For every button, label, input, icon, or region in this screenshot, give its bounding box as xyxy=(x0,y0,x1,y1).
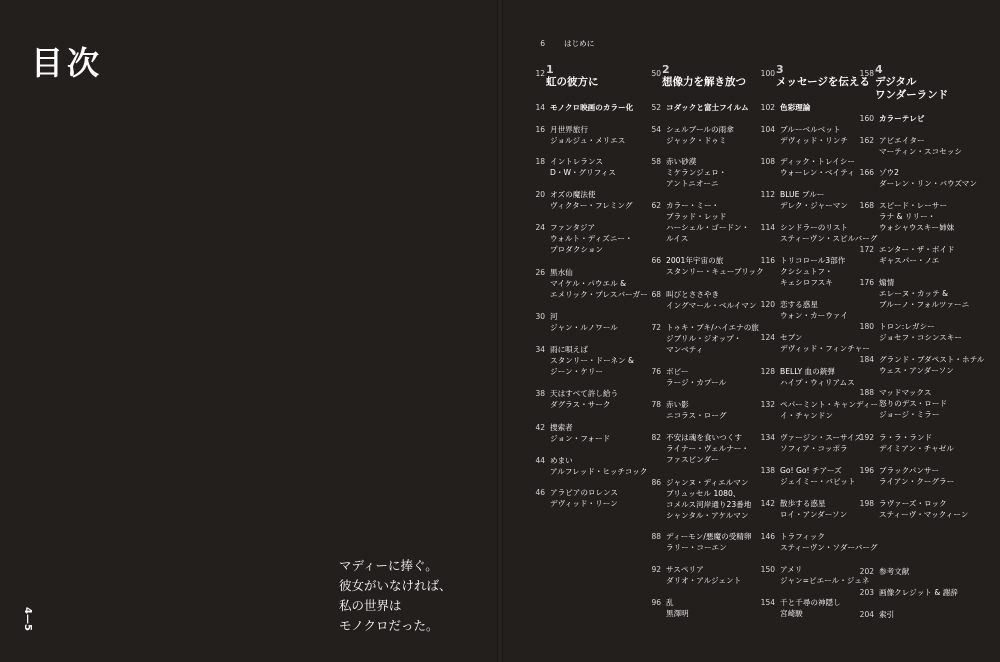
page-number: 24 xyxy=(535,223,545,232)
entry-line: ウェス・アンダーソン xyxy=(879,366,954,375)
page-number: 42 xyxy=(535,423,545,432)
entry-text xyxy=(550,455,647,477)
entry-line: キェシロフスキ xyxy=(780,278,833,287)
entry-line: ジブリル・ジオップ・ xyxy=(666,334,742,343)
entry-text xyxy=(666,399,727,421)
page-number: 128 xyxy=(760,367,775,376)
entry-line: ラリー・コーエン xyxy=(666,543,727,552)
entry-line: ヴィクター・フレミング xyxy=(550,201,633,210)
entry-line: ジーン・ケリー xyxy=(550,367,604,376)
entry-line: ブルーベルベット xyxy=(780,125,841,134)
entry-text xyxy=(879,587,958,598)
entry-line: ヴァージン・スーサイズ xyxy=(780,433,863,442)
entry-line: 恋する惑星 xyxy=(780,300,818,309)
page-number: 66 xyxy=(651,256,661,265)
entry-text xyxy=(550,344,634,377)
page-number: 162 xyxy=(859,136,874,145)
entry-line: 画像クレジット & 謝辞 xyxy=(879,588,958,597)
entry-text xyxy=(780,498,847,520)
entry-line: シャンタル・アケルマン xyxy=(666,511,749,520)
entry-line: アラビアのロレンス xyxy=(550,488,618,497)
page-number: 203 xyxy=(859,588,874,597)
entry-text xyxy=(666,531,751,553)
entry-line: トゥキ・ブキ/ハイエナの旅 xyxy=(666,323,759,332)
entry-text xyxy=(666,366,726,388)
entry-line: イントレランス xyxy=(550,157,603,166)
entry-line: トロン:レガシー xyxy=(879,322,935,331)
page-number: 102 xyxy=(760,103,775,112)
entry-line: 色彩理論 xyxy=(780,103,811,112)
page-number: 50 xyxy=(651,69,661,78)
entry-line: 雨に唄えば xyxy=(550,345,588,354)
entry-line: ミケランジェロ・ xyxy=(666,168,727,177)
page-number: 142 xyxy=(760,499,775,508)
entry-line: グランド・ブダペスト・ホテル xyxy=(879,355,985,364)
chapter-title-line: ワンダーランド xyxy=(875,89,949,101)
entry-line: 黒水仙 xyxy=(550,268,573,277)
page-number: 96 xyxy=(651,598,661,607)
entry-line: 参考文献 xyxy=(879,567,910,576)
entry-line: ジョセフ・コシンスキー xyxy=(879,333,962,342)
entry-line: ソフィア・コッポラ xyxy=(780,444,848,453)
entry-line: ボビー xyxy=(666,367,689,376)
entry-text xyxy=(550,487,618,509)
entry-text xyxy=(780,156,855,178)
page-number: 6 xyxy=(540,39,545,48)
page-number: 112 xyxy=(760,190,775,199)
page-number: 188 xyxy=(859,388,874,397)
entry-line: ディック・トレイシー xyxy=(780,157,855,166)
chapter-title-line: 想像力を解き放つ xyxy=(662,76,746,88)
page-folio: 4—5 xyxy=(22,607,33,631)
entry-line: デレク・ジャーマン xyxy=(780,201,848,210)
entry-text xyxy=(666,156,726,189)
entry-text xyxy=(550,267,648,300)
dedication xyxy=(339,556,452,636)
page-number: 158 xyxy=(859,69,874,78)
entry-text xyxy=(879,200,954,233)
entry-line: ディーモン/悪魔の受精卵 xyxy=(666,532,752,541)
entry-line: プロダクション xyxy=(550,245,604,254)
chapter-title xyxy=(546,76,599,89)
entry-line: めまい xyxy=(550,456,573,465)
page-number: 184 xyxy=(859,355,874,364)
entry-text xyxy=(550,422,610,444)
page-number: 58 xyxy=(651,157,661,166)
page-number: 120 xyxy=(760,300,775,309)
entry-line: 宮崎駿 xyxy=(780,609,803,618)
entry-line: 怒りのデス・ロード xyxy=(879,399,948,408)
entry-line: マッドマックス xyxy=(879,388,932,397)
page-number: 114 xyxy=(760,223,775,232)
entry-text xyxy=(780,124,848,146)
page-number: 18 xyxy=(535,157,545,166)
dedication-line: モノクロだった。 xyxy=(339,618,439,633)
page-number: 124 xyxy=(760,333,775,342)
entry-text xyxy=(879,387,947,420)
page-number: 198 xyxy=(859,499,874,508)
page-number: 138 xyxy=(760,466,775,475)
entry-line: 赤い砂漠 xyxy=(666,157,697,166)
page-number: 44 xyxy=(535,456,545,465)
entry-line: マンベティ xyxy=(666,345,704,354)
entry-text xyxy=(780,255,845,288)
entry-line: シェルブールの雨傘 xyxy=(666,125,734,134)
entry-line: シンドラーのリスト xyxy=(780,223,849,232)
entry-line: ウォン・カーウァイ xyxy=(780,311,848,320)
entry-text xyxy=(550,388,618,410)
entry-line: スティーヴン・スピルバーグ xyxy=(780,234,878,243)
entry-line: ニコラス・ローグ xyxy=(666,411,727,420)
dedication-line: 彼女がいなければ、 xyxy=(339,578,452,593)
page-number: 30 xyxy=(535,312,545,321)
entry-line: 赤い影 xyxy=(666,400,689,409)
page-number: 52 xyxy=(651,103,661,112)
page-number: 104 xyxy=(760,125,775,134)
entry-text xyxy=(879,566,909,577)
entry-line: デヴィッド・フィンチャー xyxy=(780,344,870,353)
entry-line: ジャン=ピエール・ジュネ xyxy=(780,576,870,585)
page-number: 82 xyxy=(651,433,661,442)
entry-text xyxy=(879,321,962,343)
page-title: 目次 xyxy=(31,44,104,82)
page-number: 92 xyxy=(651,565,661,574)
entry-line: ダリオ・アルジェント xyxy=(666,576,742,585)
page-number: 86 xyxy=(651,478,661,487)
entry-line: ウォルト・ディズニー・ xyxy=(550,234,633,243)
entry-line: ルイス xyxy=(666,234,689,243)
page-number: 132 xyxy=(760,400,775,409)
entry-line: 捜索者 xyxy=(550,423,573,432)
entry-line: ダーレン・リン・バウズマン xyxy=(879,179,977,188)
entry-line: スタンリー・キューブリック xyxy=(666,267,764,276)
page-number: 54 xyxy=(651,125,661,134)
entry-line: アビエイター xyxy=(879,136,925,145)
chapter-number: 4 xyxy=(875,63,883,76)
entry-line: スティーヴ・マックィーン xyxy=(879,510,969,519)
entry-line: スピード・レーサー xyxy=(879,201,948,210)
entry-line: ロイ・アンダーソン xyxy=(780,510,848,519)
entry-text xyxy=(879,432,954,454)
entry-line: 索引 xyxy=(879,610,895,619)
entry-line: ウォーレン・ベイティ xyxy=(780,168,855,177)
chapter-title-line: 虹の彼方に xyxy=(546,76,599,88)
page-number: 108 xyxy=(760,157,775,166)
entry-line: D・W・グリフィス xyxy=(550,168,616,177)
entry-line: ライアン・クーグラー xyxy=(879,477,955,486)
entry-line: 月世界旅行 xyxy=(550,125,588,134)
entry-text xyxy=(666,597,689,619)
entry-line: 2001年宇宙の旅 xyxy=(666,256,724,265)
entry-line: カラー・ミー・ xyxy=(666,201,720,210)
entry-line: ブラッド・レッド xyxy=(666,212,727,221)
page-number: 16 xyxy=(535,125,545,134)
entry-text xyxy=(666,322,759,355)
entry-text xyxy=(879,167,977,189)
entry-text xyxy=(666,124,734,146)
page-number: 176 xyxy=(859,278,874,287)
entry-text xyxy=(550,189,632,211)
entry-line: ジャン・ルノワール xyxy=(550,323,618,332)
page-number: 76 xyxy=(651,367,661,376)
entry-line: スタンリー・ドーネン & xyxy=(550,356,634,365)
entry-text xyxy=(550,102,633,113)
entry-line: カラーテレビ xyxy=(879,114,925,123)
entry-line: トリコロール3部作 xyxy=(780,256,846,265)
entry-line: ギャスパー・ノエ xyxy=(879,256,940,265)
entry-text xyxy=(879,465,954,487)
entry-line: デヴィッド・リーン xyxy=(550,499,618,508)
page-number: 192 xyxy=(859,433,874,442)
entry-line: 乱 xyxy=(666,598,674,607)
entry-text xyxy=(550,124,625,146)
entry-text xyxy=(780,366,855,388)
entry-text xyxy=(666,477,751,521)
dedication-line: マディーに捧ぐ。 xyxy=(339,558,438,573)
entry-line: ジョン・フォード xyxy=(550,434,611,443)
entry-text xyxy=(879,135,962,157)
page-number: 12 xyxy=(535,69,545,78)
entry-text xyxy=(780,189,848,211)
page-number: 26 xyxy=(535,268,545,277)
entry-text xyxy=(666,102,749,113)
page-number: 160 xyxy=(859,114,874,123)
page-number: 20 xyxy=(535,190,545,199)
entry-line: クシシュトフ・ xyxy=(780,267,833,276)
entry-line: 黒澤明 xyxy=(666,609,689,618)
entry-text xyxy=(780,465,855,487)
entry-text xyxy=(550,156,616,178)
entry-line: ライナー・ヴェルナー・ xyxy=(666,444,749,453)
page-number: 154 xyxy=(760,598,775,607)
entry-line: ハーシェル・ゴードン・ xyxy=(666,223,750,232)
page-number: 34 xyxy=(535,345,545,354)
entry-line: トラフィック xyxy=(780,532,825,541)
entry-text xyxy=(666,289,756,311)
entry-line: ジェイミー・バビット xyxy=(780,477,856,486)
entry-text xyxy=(780,332,870,354)
page-number: 202 xyxy=(859,567,874,576)
entry-line: ジャンヌ・ディエルマン xyxy=(666,478,749,487)
entry-line: アルフレッド・ヒッチコック xyxy=(550,467,648,476)
entry-line: ブリュッセル 1080、 xyxy=(666,489,741,498)
entry-line: Go! Go! チアーズ xyxy=(780,466,842,475)
page-number: 146 xyxy=(760,532,775,541)
entry-line: ペパーミント・キャンディー xyxy=(780,400,879,409)
page-number: 68 xyxy=(651,290,661,299)
page-number: 62 xyxy=(651,201,661,210)
entry-text xyxy=(666,200,749,244)
entry-line: 散歩する惑星 xyxy=(780,499,826,508)
chapter-title-line: デジタル xyxy=(875,76,917,88)
entry-line: スティーヴン・ソダーバーグ xyxy=(780,543,878,552)
page-number: 204 xyxy=(859,610,874,619)
entry-text xyxy=(780,531,878,553)
entry-line: BLUE ブルー xyxy=(780,190,825,199)
entry-line: イ・チャンドン xyxy=(780,411,833,420)
entry-line: ラナ & リリー・ xyxy=(879,212,936,221)
entry-line: 天はすべて許し給う xyxy=(550,389,619,398)
entry-text xyxy=(666,432,749,465)
entry-text xyxy=(666,255,764,277)
page-number: 166 xyxy=(859,168,874,177)
entry-text xyxy=(879,244,955,266)
entry-line: ジョルジュ・メリエス xyxy=(550,136,626,145)
entry-line: 河 xyxy=(550,312,558,321)
entry-title: はじめに xyxy=(564,39,595,48)
page-number: 168 xyxy=(859,201,874,210)
page-number: 38 xyxy=(535,389,545,398)
page-number: 72 xyxy=(651,323,661,332)
page-number: 180 xyxy=(859,322,874,331)
entry-line: ブラックパンサー xyxy=(879,466,940,475)
entry-line: イングマール・ベルイマン xyxy=(666,301,757,310)
page-number: 100 xyxy=(760,69,775,78)
entry-line: モノクロ映画のカラー化 xyxy=(550,103,634,112)
entry-text xyxy=(780,432,862,454)
chapter-title-line: メッセージを伝える xyxy=(776,76,870,88)
entry-line: エメリック・プレスバーガー xyxy=(550,290,648,299)
entry-line: マイケル・パウエル & xyxy=(550,279,626,288)
entry-line: コダックと富士フイルム xyxy=(666,103,749,112)
entry-line: BELLY 血の銃弾 xyxy=(780,367,835,376)
entry-line: エレーヌ・カッテ & xyxy=(879,289,949,298)
entry-line: アメリ xyxy=(780,565,803,574)
entry-line: ブルーノ・フォルツァーニ xyxy=(879,300,970,309)
entry-line: 千と千尋の神隠し xyxy=(780,598,841,607)
page-number: 150 xyxy=(760,565,775,574)
entry-line: アントニオーニ xyxy=(666,179,719,188)
entry-text xyxy=(780,299,848,321)
entry-line: ゾウ2 xyxy=(879,168,900,177)
entry-text xyxy=(879,354,984,376)
entry-line: デイミアン・チャゼル xyxy=(879,444,954,453)
entry-line: ジョージ・ミラー xyxy=(879,410,940,419)
page-number: 134 xyxy=(760,433,775,442)
entry-text xyxy=(879,113,924,124)
chapter-title xyxy=(776,76,870,89)
chapter-number: 1 xyxy=(546,63,554,76)
entry-line: ファンタジア xyxy=(550,223,596,232)
entry-line: エンター・ザ・ボイド xyxy=(879,245,955,254)
book-gutter xyxy=(497,0,503,662)
entry-text xyxy=(550,222,633,255)
entry-line: 不安は魂を食いつくす xyxy=(666,433,742,442)
entry-line: ラージ・カプール xyxy=(666,378,727,387)
entry-line: ラヴァーズ・ロック xyxy=(879,499,947,508)
entry-line: サスペリア xyxy=(666,565,704,574)
page-number: 196 xyxy=(859,466,874,475)
entry-line: ダグラス・サーク xyxy=(550,400,611,409)
entry-line: デヴィッド・リンチ xyxy=(780,136,848,145)
dedication-line: 私の世界は xyxy=(339,598,402,613)
page-number: 116 xyxy=(760,256,775,265)
page-number: 78 xyxy=(651,400,661,409)
entry-line: コメルス河岸通り23番地 xyxy=(666,500,752,509)
entry-text xyxy=(780,102,810,113)
chapter-title xyxy=(875,76,948,102)
entry-text xyxy=(879,277,969,310)
entry-text xyxy=(780,597,841,619)
entry-text xyxy=(780,222,877,244)
entry-line: マーティン・スコセッシ xyxy=(879,147,962,156)
entry-line: ラ・ラ・ランド xyxy=(879,433,933,442)
chapter-number: 2 xyxy=(662,63,670,76)
entry-text xyxy=(879,498,968,520)
entry-line: 煽情 xyxy=(879,278,895,287)
chapter-number: 3 xyxy=(776,63,784,76)
entry-line: ファスビンダー xyxy=(666,455,719,464)
entry-line: ウォシャウスキー姉妹 xyxy=(879,223,955,232)
entry-line: 叫びとささやき xyxy=(666,290,720,299)
entry-text xyxy=(666,564,741,586)
entry-line: セブン xyxy=(780,333,803,342)
entry-line: オズの魔法使 xyxy=(550,190,596,199)
entry-text xyxy=(550,311,618,333)
entry-line: ジャック・ドゥミ xyxy=(666,136,727,145)
page-number: 14 xyxy=(535,103,545,112)
page-number: 88 xyxy=(651,532,661,541)
page-number: 46 xyxy=(535,488,545,497)
entry-line: ハイプ・ウィリアムス xyxy=(780,378,855,387)
page-number: 172 xyxy=(859,245,874,254)
entry-text xyxy=(879,609,894,620)
entry-text xyxy=(780,399,878,421)
chapter-title xyxy=(662,76,746,89)
